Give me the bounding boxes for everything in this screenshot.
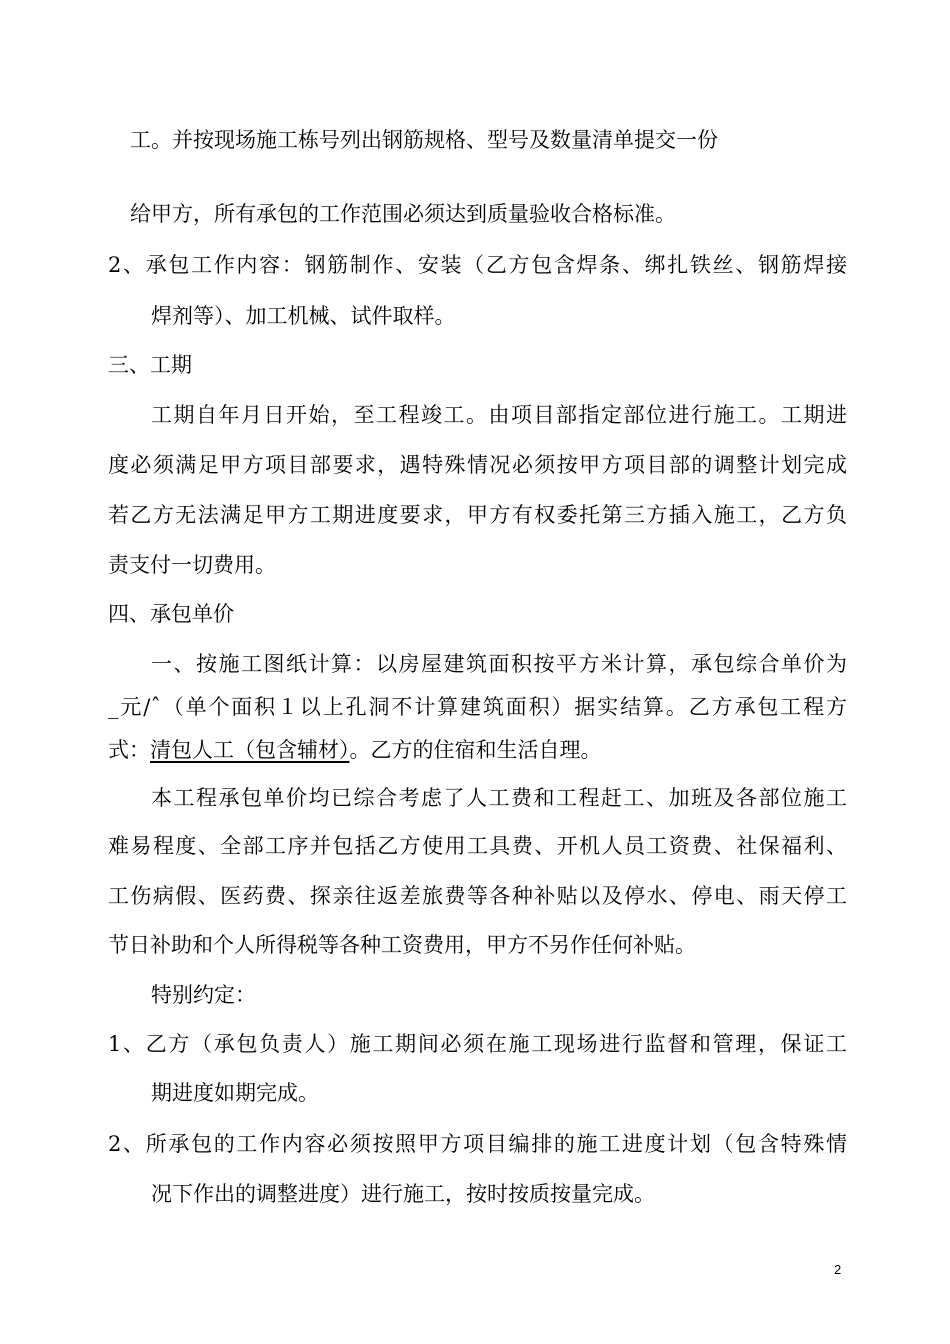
section-heading-schedule: 三、工期 <box>108 353 192 377</box>
contract-mode-line <box>108 735 602 765</box>
body-line: 责支付一切费用。 <box>108 553 276 577</box>
body-line: 本工程承包单价均已综合考虑了人工费和工程赶工、加班及各部位施工 <box>151 786 847 810</box>
body-line: 节日补助和个人所得税等各种工资费用，甲方不另作任何补贴。 <box>108 933 696 957</box>
body-line: 给甲方，所有承包的工作范围必须达到质量验收合格标准。 <box>130 202 676 226</box>
body-line: 工期自年月日开始，至工程竣工。由项目部指定部位进行施工。工期进 <box>151 403 847 427</box>
body-line: _元/ˆ（单个面积１以上孔洞不计算建筑面积）据实结算。乙方承包工程方 <box>108 695 847 719</box>
clause-2-continued: 焊剂等）、加工机械、试件取样。 <box>151 304 456 328</box>
special-term-1: 1、乙方（承包负责人）施工期间必须在施工现场进行监督和管理，保证工 <box>108 1032 847 1056</box>
special-term-2-continued: 况下作出的调整进度）进行施工，按时按质按量完成。 <box>151 1182 655 1206</box>
contract-mode-prefix: 式： <box>108 738 150 762</box>
body-line: 度必须满足甲方项目部要求，遇特殊情况必须按甲方项目部的调整计划完成 <box>108 453 847 477</box>
body-line: 工伤病假、医药费、探亲往返差旅费等各种补贴以及停水、停电、雨天停工 <box>108 884 847 908</box>
body-line: 难易程度、全部工序并包括乙方使用工具费、开机人员工资费、社保福利、 <box>108 834 847 858</box>
special-term-2: 2、所承包的工作内容必须按照甲方项目编排的施工进度计划（包含特殊情 <box>108 1132 847 1156</box>
body-line: 一、按施工图纸计算：以房屋建筑面积按平方米计算，承包综合单价为 <box>151 652 847 676</box>
contract-mode-underlined: 清包人工（包含辅材） <box>150 738 350 762</box>
clause-2: 2、承包工作内容：钢筋制作、安装（乙方包含焊条、绑扎铁丝、钢筋焊接 <box>108 253 847 277</box>
body-line: 若乙方无法满足甲方工期进度要求，甲方有权委托第三方插入施工，乙方负 <box>108 503 847 527</box>
contract-mode-suffix: 。乙方的住宿和生活自理。 <box>349 738 602 762</box>
special-terms-heading: 特别约定： <box>151 983 256 1007</box>
page-number: 2 <box>834 1262 842 1277</box>
section-heading-unit-price: 四、承包单价 <box>108 602 234 626</box>
special-term-1-continued: 期进度如期完成。 <box>151 1081 319 1105</box>
body-line: 工。并按现场施工栋号列出钢筋规格、型号及数量清单提交一份 <box>130 128 718 152</box>
